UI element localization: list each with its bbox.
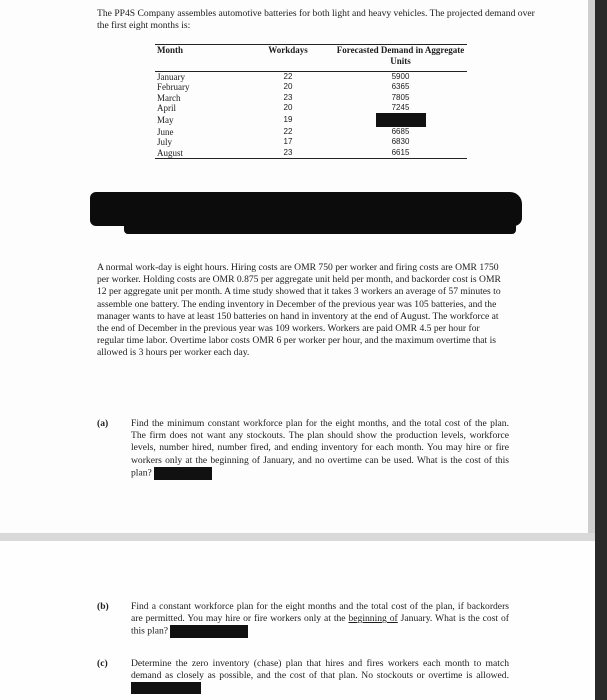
part-c-text xyxy=(131,658,509,695)
table-row xyxy=(155,148,467,159)
redaction-block xyxy=(90,192,522,226)
table-row xyxy=(155,127,467,137)
part-b-body-2: January. What is the cost of this plan? xyxy=(131,613,510,638)
redaction-mark xyxy=(131,682,201,694)
header-month: Month xyxy=(155,45,242,72)
cell-demand: 6615 xyxy=(334,148,467,159)
cell-demand: 7805 xyxy=(391,92,410,102)
part-b-label: (b) xyxy=(97,601,109,612)
part-c-label: (c) xyxy=(97,658,108,669)
part-a-label: (a) xyxy=(97,418,109,429)
table-row xyxy=(155,137,467,147)
page-two xyxy=(0,541,595,700)
cell-workdays: 22 xyxy=(283,72,293,81)
cell-demand-redacted xyxy=(334,113,467,127)
problem-paragraph: A normal work-day is eight hours. Hiring costs are OMR 750 per worker and firing costs are OMR 1750 per worker. Holding costs are OMR 0.875 per aggregate unit held per month, and backorder cost is OMR 12 per aggregate unit per month. A time study showed that it takes 3 workers an average of 57 minutes to assemble one battery. The ending inventory in December of the previous year was 105 batteries, and the manager wants to have at least 150 batteries on hand in inventory at the end of August. The workforce at the end of December in the previous year was 109 workers. Workers are paid OMR 4.5 per hour for regular time labor. Overtime labor costs OMR 6 per worker per hour, and the maximum overtime that is allowed is 3 hours per worker each day. xyxy=(97,262,501,359)
table-row xyxy=(155,72,467,83)
cell-demand: 6365 xyxy=(391,82,410,92)
table-row xyxy=(155,93,467,103)
redaction-block xyxy=(124,222,516,234)
cell-month: May xyxy=(157,115,174,126)
table-header-row xyxy=(155,45,467,72)
demand-table xyxy=(155,44,467,159)
cell-workdays: 23 xyxy=(283,92,293,102)
cell-workdays: 23 xyxy=(242,148,334,159)
cell-demand: 7245 xyxy=(391,102,410,112)
cell-demand: 6830 xyxy=(391,137,410,147)
header-demand: Forecasted Demand in Aggregate Units xyxy=(334,45,467,72)
cell-month: March xyxy=(157,92,181,103)
part-a-body: Find the minimum constant workforce plan for the eight months, and the total cost of the plan. The firm does not want any stockouts. The plan should show the production levels, workforce levels, number hired, number fired, and ending inventory for each month. You may hire or fire workers only at the beginning of January, and no overtime can be used. What is the cost of this plan? xyxy=(131,418,509,479)
page-gap xyxy=(0,533,595,541)
redaction-mark xyxy=(376,113,426,127)
cell-demand: 6685 xyxy=(391,127,410,137)
part-b-underlined: beginning of xyxy=(348,613,398,625)
cell-workdays: 20 xyxy=(283,82,293,92)
dark-side-border xyxy=(595,0,607,700)
part-b-body-1: Find a constant workforce plan for the eight months and the total cost of the plan, if backorders are permitted. You may hire or fire workers only at the xyxy=(131,601,509,625)
cell-month: June xyxy=(157,127,174,138)
intro-text: The PP4S Company assembles automotive batteries for both light and heavy vehicles. The projected demand over the first eight months is: xyxy=(97,8,535,31)
part-b-text xyxy=(131,601,509,638)
cell-month: August xyxy=(155,148,242,159)
redaction-mark xyxy=(170,625,248,638)
page-edge xyxy=(588,0,595,533)
table-row xyxy=(155,82,467,92)
table-row xyxy=(155,113,467,127)
cell-month: April xyxy=(157,102,176,113)
cell-workdays: 22 xyxy=(283,127,293,137)
cell-workdays: 20 xyxy=(283,102,293,112)
cell-month: January xyxy=(157,72,185,82)
cell-month: July xyxy=(157,137,173,148)
redaction-mark xyxy=(154,467,212,480)
header-workdays: Workdays xyxy=(242,45,334,72)
cell-month: February xyxy=(157,82,190,93)
table-row xyxy=(155,103,467,113)
part-c-body: Determine the zero inventory (chase) plan that hires and fires workers each month to match demand as closely as possible, and the cost of that plan. No stockouts or overtime is allowed. xyxy=(131,658,509,682)
part-a-text xyxy=(131,418,509,480)
cell-workdays: 19 xyxy=(283,115,293,125)
cell-demand: 5900 xyxy=(391,72,410,81)
cell-workdays: 17 xyxy=(283,137,293,147)
